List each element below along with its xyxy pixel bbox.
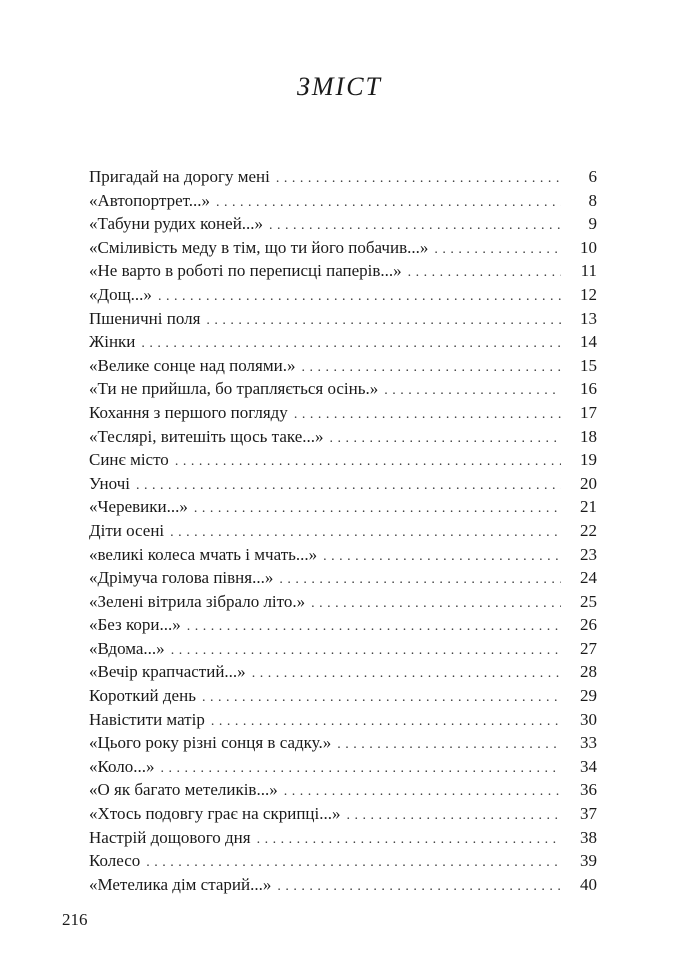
toc-entry xyxy=(89,755,597,779)
dot-leader xyxy=(171,639,561,663)
toc-entry xyxy=(89,566,597,590)
toc-entry-page: 8 xyxy=(588,190,597,210)
toc-entry-title: Синє місто xyxy=(89,450,169,470)
toc-entry-title: «Сміливість меду в тім, що ти його побачив...» xyxy=(89,237,429,257)
toc-entry-title: «Метелика дім старий...» xyxy=(89,874,272,894)
toc-entry-title: Короткий день xyxy=(89,686,196,706)
toc-entry-page: 18 xyxy=(580,426,597,446)
dot-leader xyxy=(158,285,561,309)
toc-entry xyxy=(89,495,597,519)
toc-entry-title: Жінки xyxy=(89,332,136,352)
toc-entry-page: 25 xyxy=(580,591,597,611)
dot-leader xyxy=(408,261,561,285)
toc-entry xyxy=(89,189,597,213)
page-title: ЗМІСТ xyxy=(297,72,382,101)
toc-entry-title: «Хтось подовгу грає на скрипці...» xyxy=(89,804,341,824)
dot-leader xyxy=(323,545,561,569)
toc-entry-page: 19 xyxy=(580,450,597,470)
toc-entry-page: 6 xyxy=(588,167,597,186)
toc-entry-page: 16 xyxy=(580,379,597,399)
toc-entry xyxy=(89,330,597,354)
toc-entry-title: «Зелені вітрила зібрало літо.» xyxy=(89,591,306,611)
toc-entry-page: 15 xyxy=(580,355,597,375)
dot-leader xyxy=(294,403,561,427)
toc-entry-page: 11 xyxy=(580,261,597,281)
toc-entry-title: Пшеничні поля xyxy=(89,308,201,328)
toc-entry xyxy=(89,778,597,802)
toc-entry-page: 10 xyxy=(580,237,597,257)
toc-entry xyxy=(89,259,597,283)
toc-entry-page: 27 xyxy=(580,638,597,658)
toc-entry-page: 24 xyxy=(580,568,597,588)
toc-entry-title: Колесо xyxy=(89,851,141,871)
toc-entry xyxy=(89,684,597,708)
toc-entry-page: 22 xyxy=(580,520,597,540)
toc-entry-page: 9 xyxy=(588,214,597,234)
toc-entry-title: «Табуни рудих коней...» xyxy=(89,214,264,234)
toc-entry-page: 20 xyxy=(580,473,597,493)
toc-entry-page: 39 xyxy=(580,851,597,871)
toc-entry xyxy=(89,637,597,661)
toc-entry xyxy=(89,873,597,897)
toc-entry-page: 26 xyxy=(580,615,597,635)
dot-leader xyxy=(187,615,561,639)
toc-entry-title: Кохання з першого погляду xyxy=(89,402,288,422)
toc-entry-title: «великі колеса мчать і мчать...» xyxy=(89,544,318,564)
dot-leader xyxy=(330,427,562,451)
dot-leader xyxy=(301,356,561,380)
toc-entry-title: «Дощ...» xyxy=(89,284,152,304)
toc-entry xyxy=(89,165,597,189)
dot-leader xyxy=(337,733,561,757)
toc-entry-page: 13 xyxy=(580,308,597,328)
dot-leader xyxy=(276,167,561,191)
toc-entry-page: 21 xyxy=(580,497,597,517)
toc-entry-page: 33 xyxy=(580,733,597,753)
toc-entry-title: Настрій дощового дня xyxy=(89,827,251,847)
toc-entry xyxy=(89,590,597,614)
dot-leader xyxy=(202,686,561,710)
toc-entry-page: 28 xyxy=(580,662,597,682)
dot-leader xyxy=(206,309,561,333)
table-of-contents xyxy=(89,165,597,896)
toc-entry-title: «Без кори...» xyxy=(89,615,181,635)
toc-entry-page: 34 xyxy=(580,756,597,776)
toc-entry-page: 37 xyxy=(580,804,597,824)
toc-entry-title: «Коло...» xyxy=(89,756,155,776)
dot-leader xyxy=(175,450,561,474)
toc-entry-title: «Вдома...» xyxy=(89,638,165,658)
dot-leader xyxy=(269,214,561,238)
toc-entry xyxy=(89,826,597,850)
toc-entry xyxy=(89,660,597,684)
dot-leader xyxy=(161,757,561,781)
dot-leader xyxy=(384,379,561,403)
toc-entry-title: «Цього року різні сонця в садку.» xyxy=(89,733,332,753)
toc-entry-page: 40 xyxy=(580,874,597,894)
dot-leader xyxy=(194,497,561,521)
toc-entry xyxy=(89,212,597,236)
toc-entry-title: Діти осені xyxy=(89,520,165,540)
dot-leader xyxy=(211,710,561,734)
toc-entry-title: «Не варто в роботі по переписці паперів...» xyxy=(89,261,402,281)
toc-entry-title: «Дрімуча голова півня...» xyxy=(89,568,274,588)
page-number: 216 xyxy=(62,910,88,929)
dot-leader xyxy=(311,592,561,616)
toc-entry-page: 30 xyxy=(580,709,597,729)
dot-leader xyxy=(347,804,562,828)
toc-entry-title: «Автопортрет...» xyxy=(89,190,211,210)
toc-entry xyxy=(89,283,597,307)
toc-entry-title: «Теслярі, витешіть щось таке...» xyxy=(89,426,324,446)
dot-leader xyxy=(277,875,561,899)
dot-leader xyxy=(257,828,561,852)
dot-leader xyxy=(146,851,561,875)
toc-entry xyxy=(89,802,597,826)
dot-leader xyxy=(170,521,561,545)
dot-leader xyxy=(279,568,561,592)
toc-entry-title: Пригадай на дорогу мені xyxy=(89,167,270,186)
toc-entry-title: «О як багато метеликів...» xyxy=(89,780,278,800)
dot-leader xyxy=(136,474,561,498)
toc-entry-title: Навістити матір xyxy=(89,709,205,729)
toc-entry-title: «Черевики...» xyxy=(89,497,188,517)
toc-entry-title: «Вечір крапчастий...» xyxy=(89,662,246,682)
toc-entry xyxy=(89,613,597,637)
toc-entry xyxy=(89,401,597,425)
toc-entry xyxy=(89,236,597,260)
toc-entry xyxy=(89,448,597,472)
dot-leader xyxy=(141,332,561,356)
toc-entry-page: 29 xyxy=(580,686,597,706)
toc-entry-page: 36 xyxy=(580,780,597,800)
toc-entry xyxy=(89,354,597,378)
dot-leader xyxy=(284,780,561,804)
toc-entry-page: 17 xyxy=(580,402,597,422)
toc-entry-page: 38 xyxy=(580,827,597,847)
toc-entry xyxy=(89,519,597,543)
toc-entry xyxy=(89,731,597,755)
toc-entry xyxy=(89,849,597,873)
toc-entry xyxy=(89,307,597,331)
toc-entry xyxy=(89,425,597,449)
dot-leader xyxy=(216,191,561,215)
dot-leader xyxy=(434,238,561,262)
toc-entry-title: «Ти не прийшла, бо трапляється осінь.» xyxy=(89,379,379,399)
toc-entry-page: 12 xyxy=(580,284,597,304)
toc-entry-title: «Велике сонце над полями.» xyxy=(89,355,296,375)
toc-entry xyxy=(89,543,597,567)
toc-entry xyxy=(89,708,597,732)
toc-entry-title: Уночі xyxy=(89,473,130,493)
toc-entry xyxy=(89,377,597,401)
toc-entry-page: 14 xyxy=(580,332,597,352)
toc-entry-page: 23 xyxy=(580,544,597,564)
dot-leader xyxy=(252,662,561,686)
toc-entry xyxy=(89,472,597,496)
